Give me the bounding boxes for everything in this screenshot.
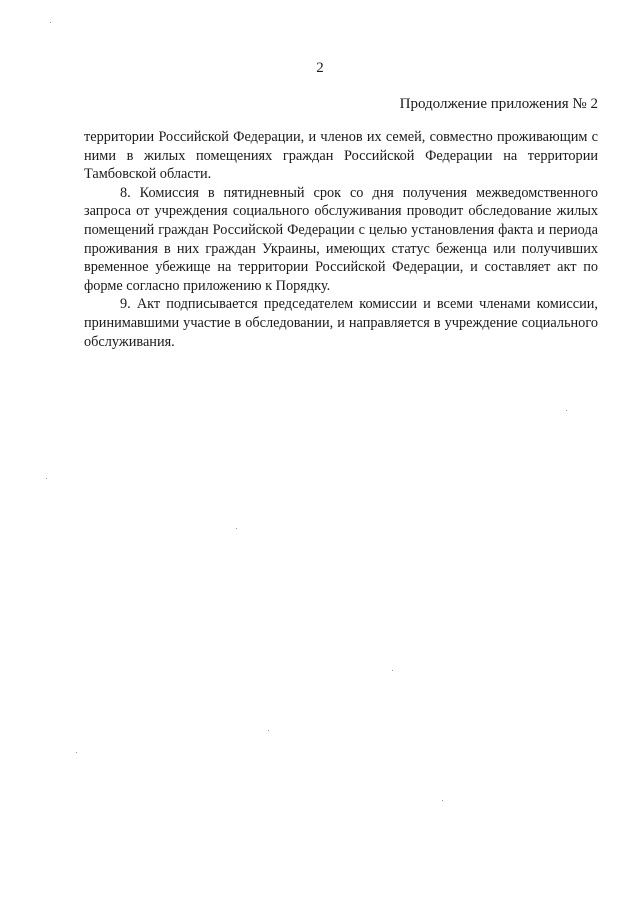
document-body	[84, 128, 598, 351]
scan-speck	[566, 410, 567, 411]
scan-speck	[268, 730, 269, 731]
scan-speck	[236, 528, 237, 529]
scan-speck	[442, 800, 443, 801]
scan-speck	[392, 670, 393, 671]
paragraph-item-9: 9. Акт подписывается председателем комиссии и всеми членами комиссии, принимавшими участие в обследовании, и направляется в учреждение социального обслуживания.	[84, 296, 598, 350]
page-number: 2	[316, 60, 324, 76]
scan-speck	[46, 478, 47, 479]
appendix-continuation-note: Продолжение приложения № 2	[399, 96, 598, 112]
scan-speck	[50, 22, 51, 23]
scan-speck	[76, 752, 77, 753]
paragraph-item-8: 8. Комиссия в пятидневный срок со дня получения межведомственного запроса от учреждения социального обслуживания проводит обследование жилых помещений граждан Российской Федерации с целью установления факта и периода проживания в них граждан Украины, имеющих статус беженца или получивших временное убежище на территории Российской Федерации, и составляет акт по форме согласно приложению к Порядку.	[84, 184, 598, 294]
paragraph-continuation: территории Российской Федерации, и членов их семей, совместно проживающим с ними в жилых помещениях граждан Российской Федерации на территории Тамбовской области.	[84, 129, 598, 183]
